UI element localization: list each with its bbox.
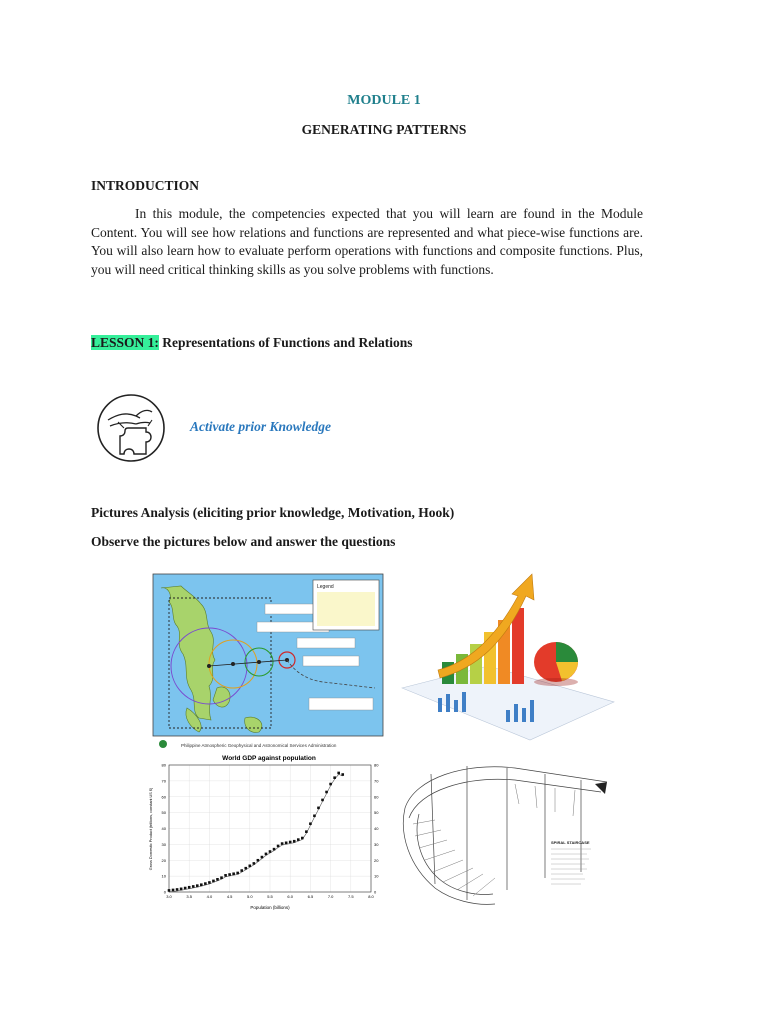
data-point [273,848,276,851]
y-tick-label-right: 10 [374,873,379,879]
data-point [172,889,175,892]
y-tick-label: 20 [161,857,166,863]
chart-title: World GDP against population [222,755,316,762]
bar-chart-illustration-image [398,570,620,748]
y-tick-label-right: 40 [374,826,379,831]
data-point [289,841,292,844]
y-tick-label: 60 [161,794,166,800]
data-point [305,830,308,833]
data-point [257,859,260,862]
x-tick-label: 4.0 [206,894,213,899]
data-point [192,885,195,888]
y-tick-label-right: 0 [374,889,377,895]
data-point [204,882,207,885]
y-tick-label: 50 [161,810,166,816]
data-point [228,873,231,876]
y-tick-label-right: 80 [374,762,379,768]
y-tick-label: 70 [161,778,166,784]
staircase-caption: SPIRAL STAIRCASE [551,840,590,845]
x-tick-label: 4.5 [226,894,233,899]
introduction-heading: INTRODUCTION [91,178,200,193]
data-point [168,889,171,892]
y-tick-label-right: 30 [374,841,379,847]
map-caption: Philippine Atmospheric Geophysical and Astronomical Services Administration [181,743,337,748]
y-tick-label-right: 50 [374,810,379,816]
x-axis-label: Population (billions) [250,905,290,910]
data-point [337,772,340,775]
data-point [329,783,332,786]
data-point [196,884,199,887]
data-point [281,842,284,845]
data-point [240,869,243,872]
data-point [253,862,256,865]
data-point [244,867,247,870]
data-point [333,776,336,779]
data-point [188,886,191,889]
y-axis-ticks [162,763,167,895]
x-tick-label: 7.5 [348,894,354,899]
introduction-body: In this module, the competencies expected that you will learn are found in the Module Content. You will see how relations and functions are represented and what piece-wise functions are. You will also learn how to evaluate perform operations with functions and composite functions. Plus, you will need critical thinking skills as you solve problems with functions. [91,206,643,277]
data-point [184,887,187,890]
y-tick-label-right: 70 [374,778,379,784]
data-point [341,773,344,776]
introduction-paragraph [91,205,643,279]
x-tick-label: 3.0 [166,894,172,899]
data-point [249,865,252,868]
x-tick-label: 8.0 [368,894,374,899]
data-point [297,838,300,841]
data-point [321,799,324,802]
y-tick-label-right: 60 [374,794,379,800]
typhoon-track-map-image [147,568,389,751]
x-tick-label: 5.5 [267,894,273,899]
y-tick-label: 10 [161,873,166,879]
data-point [180,888,183,891]
puzzle-hand-icon [96,392,166,464]
y-axis-ticks-right [374,763,379,895]
data-point [220,876,223,879]
data-point [224,874,227,877]
y-tick-label-right: 20 [374,857,379,863]
data-point [325,791,328,794]
data-point [200,883,203,886]
data-point [269,850,272,853]
y-tick-label: 40 [161,826,166,831]
gdp-population-chart [147,751,385,911]
data-point [293,840,296,843]
pictures-analysis-heading: Pictures Analysis (eliciting prior knowledge, Motivation, Hook) [91,505,455,520]
section-title: GENERATING PATTERNS [301,122,467,137]
data-point [277,845,280,848]
x-tick-label: 7.0 [327,894,334,899]
data-point [212,880,215,883]
data-point [261,856,264,859]
data-point [317,807,320,810]
map-legend-title: Legend [317,584,334,590]
data-point [176,888,179,891]
x-tick-label: 6.0 [287,894,293,899]
y-tick-label: 80 [161,762,166,768]
x-tick-label: 5.0 [247,894,253,899]
lesson-tag: LESSON 1: [91,335,159,350]
spiral-staircase-drawing-image [395,754,620,912]
observe-instruction: Observe the pictures below and answer the questions [91,534,396,549]
x-tick-label: 6.5 [307,894,314,899]
data-point [208,881,211,884]
data-point [232,872,235,875]
x-tick-label: 3.5 [186,894,192,899]
data-point [265,853,268,856]
data-point [216,878,219,881]
data-point [309,822,312,825]
data-point [285,841,288,844]
data-point [236,872,239,875]
lesson-title: Representations of Functions and Relations [158,335,413,350]
lesson-heading [91,335,413,351]
module-title: MODULE 1 [347,93,421,108]
activate-prior-knowledge-label: Activate prior Knowledge [190,419,331,434]
y-axis-label: Gross Domestic Product (trillions, constant US $) [149,787,153,871]
y-tick-label: 0 [163,889,166,895]
y-tick-label: 30 [161,841,166,847]
data-point [301,837,304,840]
data-point [313,815,316,818]
